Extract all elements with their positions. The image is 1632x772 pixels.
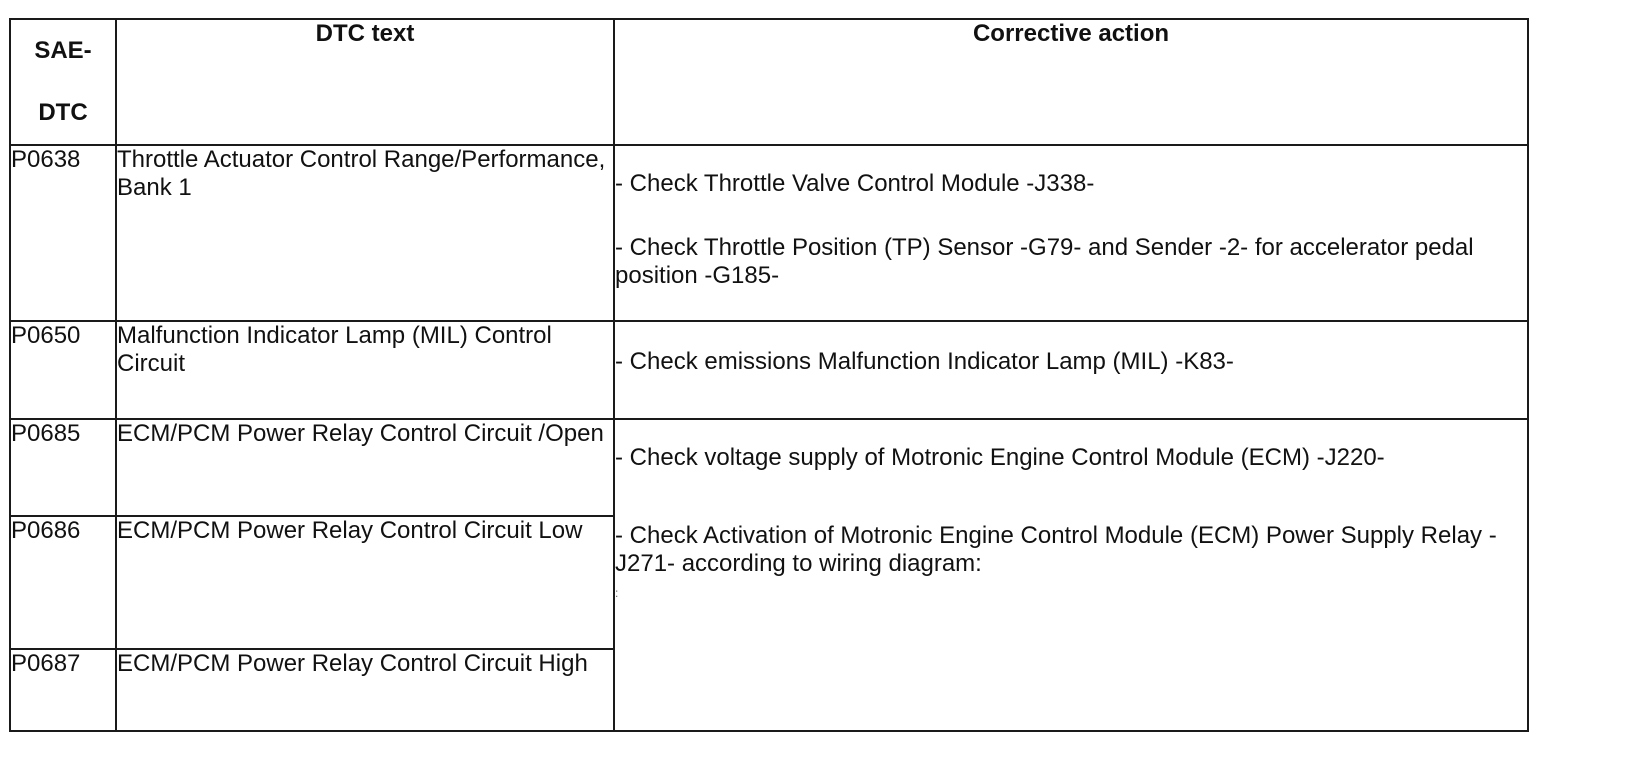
action-item: - Check emissions Malfunction Indicator Lamp (MIL) -K83- <box>615 348 1234 375</box>
dtc-code: P0686 <box>10 516 116 649</box>
header-sae-line1: SAE- <box>34 37 92 64</box>
action-item-marker: : <box>615 586 619 600</box>
corrective-action-cell <box>614 419 1528 731</box>
dtc-description: Malfunction Indicator Lamp (MIL) Control Circuit <box>116 321 614 419</box>
header-sae-dtc <box>10 19 116 145</box>
table-row <box>10 419 1528 516</box>
table-row <box>10 321 1528 419</box>
header-dtc-text: DTC text <box>116 19 614 145</box>
dtc-code: P0687 <box>10 649 116 731</box>
action-item: - Check Activation of Motronic Engine Control Module (ECM) Power Supply Relay -J271- according to wiring diagram: <box>615 522 1497 577</box>
header-sae-line2: DTC <box>38 99 88 126</box>
dtc-description: ECM/PCM Power Relay Control Circuit High <box>116 649 614 731</box>
action-item: - Check Throttle Position (TP) Sensor -G79- and Sender -2- for accelerator pedal position -G185- <box>615 234 1474 289</box>
corrective-action-cell <box>614 145 1528 321</box>
dtc-description: Throttle Actuator Control Range/Performance, Bank 1 <box>116 145 614 321</box>
dtc-table <box>9 18 1529 732</box>
header-row <box>10 19 1528 145</box>
dtc-description: ECM/PCM Power Relay Control Circuit /Open <box>116 419 614 516</box>
dtc-code: P0650 <box>10 321 116 419</box>
dtc-code: P0685 <box>10 419 116 516</box>
table-row <box>10 145 1528 321</box>
header-corrective-action: Corrective action <box>614 19 1528 145</box>
dtc-code: P0638 <box>10 145 116 321</box>
dtc-description: ECM/PCM Power Relay Control Circuit Low <box>116 516 614 649</box>
action-item: - Check Throttle Valve Control Module -J338- <box>615 170 1095 197</box>
corrective-action-cell <box>614 321 1528 419</box>
action-item: - Check voltage supply of Motronic Engine Control Module (ECM) -J220- <box>615 444 1385 471</box>
